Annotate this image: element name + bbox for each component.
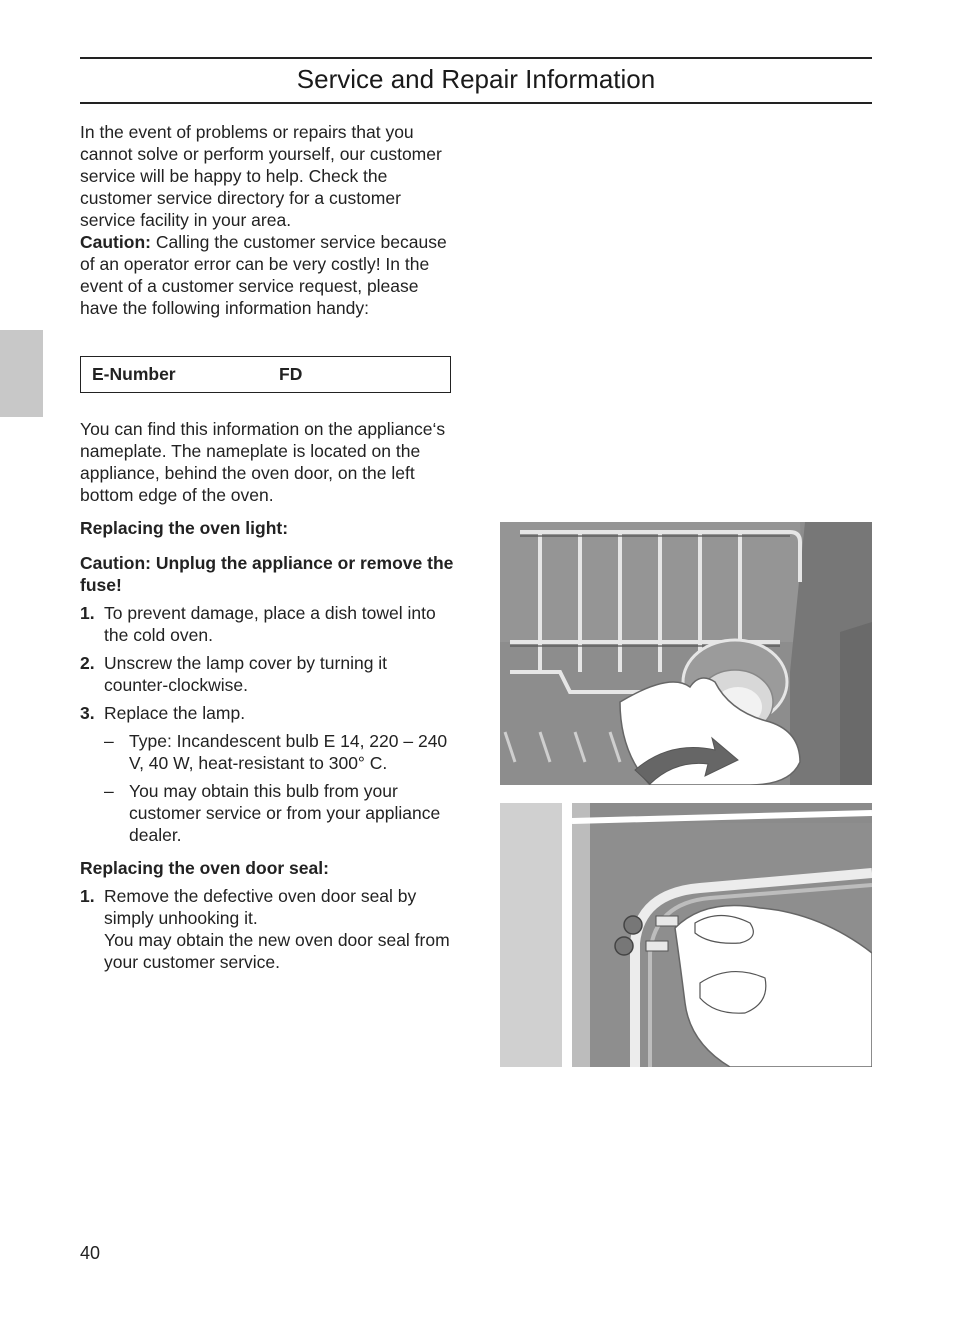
oven-light-steps	[80, 602, 455, 846]
intro-paragraph: In the event of problems or repairs that you cannot solve or perform yourself, our customer service will be happy to help. Check the customer service directory for a customer service facility in your area.	[80, 122, 442, 230]
page-title: Service and Repair Information	[296, 64, 656, 94]
list-item	[104, 780, 455, 846]
lamp-details-list	[104, 730, 455, 846]
page-number: 40	[80, 1243, 101, 1263]
list-item	[80, 885, 455, 973]
list-item	[80, 652, 455, 696]
list-item	[104, 730, 455, 774]
dash-bullet: –	[104, 781, 114, 801]
e-number-label: E-Number	[92, 364, 176, 384]
caution-paragraph	[80, 231, 455, 319]
door-seal-heading: Replacing the oven door seal:	[80, 858, 329, 878]
fd-label: FD	[279, 364, 303, 384]
step-number: 2.	[80, 653, 95, 673]
dash-bullet: –	[104, 731, 114, 751]
caution-text: Calling the customer service because of an operator error can be very costly! In the event of a customer service request, please have the following information handy:	[80, 232, 447, 318]
nameplate-paragraph: You can find this information on the appliance‘s nameplate. The nameplate is located on the appliance, behind the oven door, on the left bottom edge of the oven.	[80, 419, 446, 505]
step-number: 1.	[80, 603, 95, 623]
page-header	[80, 57, 872, 104]
section-side-tab	[0, 330, 43, 417]
oven-door-seal-figure	[500, 803, 872, 1067]
intro-section	[80, 121, 455, 319]
e-number-box	[80, 356, 451, 393]
nameplate-section	[80, 418, 455, 506]
detail-text: You may obtain this bulb from your customer service or from your appliance dealer.	[129, 781, 441, 845]
step-text: You may obtain the new oven door seal from your customer service.	[104, 930, 450, 972]
step-number: 1.	[80, 886, 95, 906]
detail-text: Type: Incandescent bulb E 14, 220 – 240 V, 40 W, heat-resistant to 300° C.	[129, 731, 448, 773]
lamp-replacement-illustration-icon	[500, 522, 872, 785]
door-seal-steps	[80, 885, 455, 973]
step-text: Unscrew the lamp cover by turning it counter-clockwise.	[104, 653, 388, 695]
oven-lamp-figure	[500, 522, 872, 785]
step-text: To prevent damage, place a dish towel into the cold oven.	[104, 603, 436, 645]
door-seal-illustration-icon	[500, 803, 872, 1067]
step-number: 3.	[80, 703, 95, 723]
step-text: Remove the defective oven door seal by simply unhooking it.	[104, 886, 417, 928]
oven-light-section	[80, 517, 455, 852]
door-seal-section	[80, 857, 455, 979]
list-item	[80, 702, 455, 846]
oven-light-heading: Replacing the oven light:	[80, 518, 289, 538]
step-text: Replace the lamp.	[104, 703, 246, 723]
list-item	[80, 602, 455, 646]
oven-light-caution: Caution: Unplug the appliance or remove the fuse!	[80, 553, 454, 595]
caution-label: Caution:	[80, 232, 151, 252]
